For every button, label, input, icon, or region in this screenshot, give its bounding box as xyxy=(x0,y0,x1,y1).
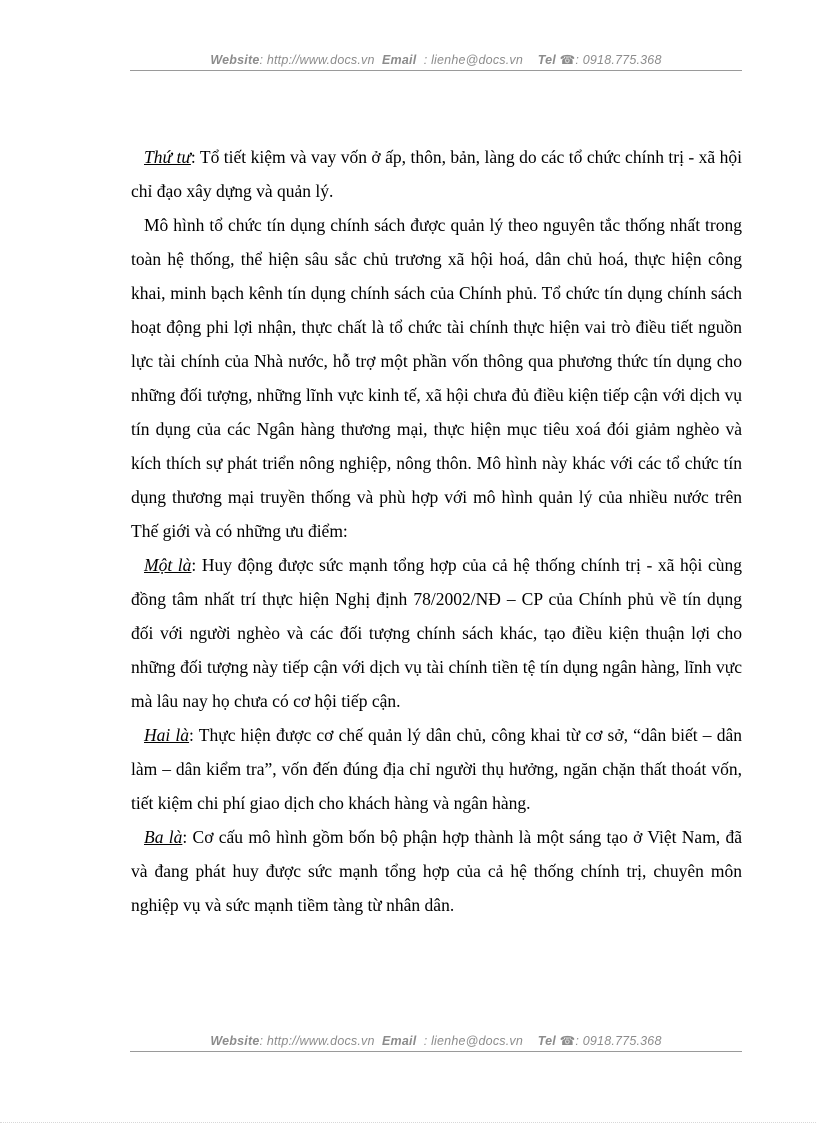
page-footer xyxy=(130,1033,742,1048)
label-hai-la: Hai là xyxy=(144,725,190,745)
label-mot-la: Một là xyxy=(144,555,192,575)
paragraph-hai-la xyxy=(131,718,742,820)
paragraph-text: : Huy động được sức mạnh tổng hợp của cả hệ thống chính trị - xã hội cùng đồng tâm nhất trí thực hiện Nghị định 78/2002/NĐ – CP của Chính phủ về tín dụng đối với người nghèo và các đối tượng chính sách khác, tạo điều kiện thuận lợi cho những đối tượng này tiếp cận với dịch vụ tài chính tiền tệ tín dụng ngân hàng, lĩnh vực mà lâu nay họ chưa có cơ hội tiếp cận. xyxy=(131,555,742,711)
paragraph-mo-hinh xyxy=(131,208,742,548)
header-email-value[interactable]: : lienhe@docs.vn xyxy=(423,53,524,67)
footer-tel-value: : 0918.775.368 xyxy=(575,1034,662,1048)
document-body xyxy=(131,140,742,922)
header-email-label: Email xyxy=(382,53,417,67)
paragraph-text: : Tổ tiết kiệm và vay vốn ở ấp, thôn, bản, làng do các tổ chức chính trị - xã hội chỉ đạo xây dựng và quản lý. xyxy=(131,147,743,201)
footer-rule xyxy=(130,1051,742,1052)
footer-website-url[interactable]: : http://www.docs.vn xyxy=(259,1034,375,1048)
paragraph-thu-tu xyxy=(131,140,742,208)
footer-tel-label: Tel xyxy=(537,1034,556,1048)
label-thu-tu: Thứ tư xyxy=(144,147,191,167)
paragraph-ba-la xyxy=(131,820,742,922)
phone-icon: ☎ xyxy=(559,1034,576,1048)
header-tel-label: Tel xyxy=(537,53,556,67)
footer-email-label: Email xyxy=(382,1034,417,1048)
header-website-label: Website xyxy=(210,53,260,67)
footer-email-value[interactable]: : lienhe@docs.vn xyxy=(423,1034,524,1048)
paragraph-text: Mô hình tổ chức tín dụng chính sách được quản lý theo nguyên tắc thống nhất trong toàn hệ thống, thể hiện sâu sắc chủ trương xã hội hoá, dân chủ hoá, thực hiện công khai, minh bạch kênh tín dụng chính sách của Chính phủ. Tổ chức tín dụng chính sách hoạt động phi lợi nhận, thực chất là tổ chức tài chính thực hiện vai trò điều tiết nguồn lực tài chính của Nhà nước, hỗ trợ một phần vốn thông qua phương thức tín dụng cho những đối tượng, những lĩnh vực kinh tế, xã hội chưa đủ điều kiện tiếp cận với dịch vụ tín dụng của các Ngân hàng thương mại, thực hiện mục tiêu xoá đói giảm nghèo và kích thích sự phát triển nông nghiệp, nông thôn. Mô hình này khác với các tổ chức tín dụng thương mại truyền thống và phù hợp với mô hình quản lý của nhiều nước trên Thế giới và có những ưu điểm: xyxy=(131,215,742,541)
phone-icon: ☎ xyxy=(559,53,576,67)
paragraph-mot-la xyxy=(131,548,742,718)
header-rule xyxy=(130,70,742,71)
paragraph-text: : Thực hiện được cơ chế quản lý dân chủ, công khai từ cơ sở, “dân biết – dân làm – dân kiểm tra”, vốn đến đúng địa chỉ người thụ hưởng, ngăn chặn thất thoát vốn, tiết kiệm chi phí giao dịch cho khách hàng và ngân hàng. xyxy=(131,725,742,813)
paragraph-text: : Cơ cấu mô hình gồm bốn bộ phận hợp thành là một sáng tạo ở Việt Nam, đã và đang phát huy được sức mạnh tổng hợp của cả hệ thống chính trị, chuyên môn nghiệp vụ và sức mạnh tiềm tàng từ nhân dân. xyxy=(131,827,742,915)
label-ba-la: Ba là xyxy=(144,827,183,847)
footer-website-label: Website xyxy=(210,1034,260,1048)
page-header xyxy=(130,52,742,67)
header-tel-value: : 0918.775.368 xyxy=(575,53,662,67)
header-website-url[interactable]: : http://www.docs.vn xyxy=(259,53,375,67)
